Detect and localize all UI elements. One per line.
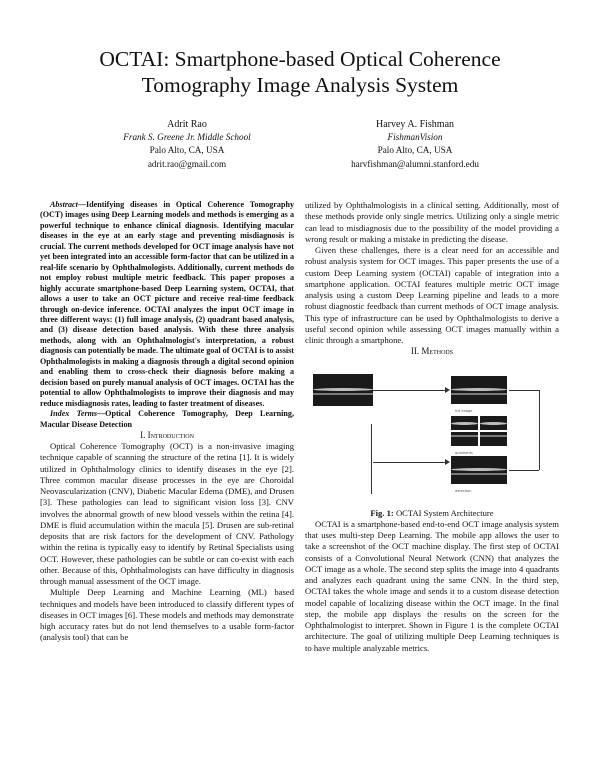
oct-full-image: [451, 376, 507, 404]
oct-detection-image: [451, 456, 507, 484]
abstract-text: —Identifying diseases in Optical Coherence Tomography (OCT) images using Deep Learning models and methods is emerging as a powerful technique to enhance clinical diagnosis. Identifying macular diseases in the eye at an early stage and preventing misdiagnosis is crucial. The current methods developed for OCT image analysis have not yet been integrated into an accessible form-factor that can be utilized in a real-life scenario by Ophthalmologists. Additionally, current methods do not employ robust multiple metric feedback. This paper proposes a highly accurate smartphone-based Deep Learning system, OCTAI, that allows a user to take an OCT picture and receive real-time feedback through on-device inference. OCTAI analyzes the input OCT image in three different ways: (1) full image analysis, (2) quadrant based analysis, and (3) disease detection based analysis. With these three analysis methods, along with an Ophthalmologist's interpretation, a robust diagnosis can potentially be made. The ultimate goal of OCTAI is to assist Ophthalmologists in making a diagnosis through a digital second opinion and enabling them to cross-check their diagnosis before making a decision based on purely manual analysis of OCT images. OCTAI has the potential to allow Ophthalmologists to improve their diagnosis and may reduce misdiagnosis rates, leading to faster treatment of diseases.: [40, 200, 294, 408]
connector-line: [509, 470, 539, 471]
author-name: Adrit Rao: [167, 119, 207, 130]
oct-quadrant-1: [451, 416, 478, 430]
author-block-1: [72, 118, 302, 171]
connector-line: [373, 390, 445, 391]
abstract-label: Abstract: [50, 200, 78, 209]
figure-caption: [305, 508, 559, 519]
figure-label: quadrants: [455, 450, 473, 455]
author-email: adrit.rao@gmail.com: [147, 158, 227, 169]
right-column: [305, 200, 559, 654]
index-terms-label: Index Terms: [50, 409, 98, 419]
author-affiliation: Frank S. Greene Jr. Middle School: [123, 132, 251, 143]
oct-quadrant-4: [480, 432, 507, 446]
author-email: harvfishman@alumni.stanford.edu: [351, 158, 479, 169]
oct-input-image: [313, 374, 373, 406]
abstract: [40, 200, 294, 430]
figure-architecture: [305, 364, 559, 504]
author-block-2: [300, 118, 530, 171]
body-paragraph: utilized by Ophthalmologists in a clinical setting. Additionally, most of these methods provide only single metrics. Utilizing only a single metric can lead to misdiagnosis due to the possibility of the model providing a wrong result or making a mistake in predicting the disease.: [305, 200, 559, 244]
title-line-1: OCTAI: Smartphone-based Optical Coherence: [99, 47, 501, 71]
body-paragraph: Given these challenges, there is a clear need for an accessible and robust analysis system for OCT images. This paper presents the use of a custom Deep Learning system (OCTAI) capable of integration into a smartphone application. OCTAI features multiple metric OCT image analysis using a custom Deep Learning pipeline and leads to a more robust diagnostic feedback than current methods of OCT image analysis. This type of infrastructure can be used by Ophthalmologists to derive a useful second opinion while assessing OCT images manually within a clinic through a smartphone.: [305, 245, 559, 345]
author-name: Harvey A. Fishman: [375, 119, 455, 130]
connector-line: [539, 390, 540, 470]
connector-line: [509, 390, 539, 391]
author-location: Palo Alto, CA, USA: [149, 145, 225, 156]
methods-paragraph: OCTAI is a smartphone-based end-to-end OCT image analysis system that uses multi-step Deep Learning. The mobile app allows the user to take a screenshot of the OCT machine display. The first step of OCTAI consists of a Convolutional Neural Network (CNN) that analyzes the OCT image as a whole. The second step splits the image into 4 quadrants and analyzes each quadrant using the same CNN. In the third step, OCTAI takes the whole image and sends it to a custom disease detection model capable of localizing disease within the OCT image. In the final step, the mobile app displays the results on the screen for the Ophthalmologist to interpret. Shown in Figure 1 is the complete OCTAI architecture. The goal of utilizing multiple Deep Learning techniques is to have multiple analyzable metrics.: [305, 518, 559, 653]
author-affiliation: FishmanVision: [387, 132, 443, 143]
arrow-icon: [445, 459, 450, 465]
figure-label: full image: [455, 408, 473, 413]
section-heading-introduction: I. Introduction: [140, 429, 194, 440]
caption-text: OCTAI System Architecture: [393, 507, 494, 518]
caption-label: Fig. 1:: [370, 507, 394, 518]
paper-title: [40, 46, 560, 98]
author-location: Palo Alto, CA, USA: [377, 145, 453, 156]
intro-paragraph: Multiple Deep Learning and Machine Learning (ML) based techniques and models have been introduced to classify different types of diseases in OCT images [6]. These models and methods may demonstrate high accuracy rates but do not lend themselves to a usable form-factor (analysis tool) that can be: [40, 587, 294, 643]
figure-label: detection: [455, 488, 472, 493]
left-column: [40, 200, 294, 644]
arrow-icon: [445, 387, 450, 393]
connector-line: [371, 424, 372, 494]
connector-line: [373, 462, 445, 463]
intro-paragraph: Optical Coherence Tomography (OCT) is a non-invasive imaging technique capable of scanning the structure of the retina [1]. It is widely utilized in Ophthalmology clinics to identify diseases in the eye [2]. Three common macular disease processes in the eye are Choroidal Neovascularization (CNV), Diabetic Macular Edema (DME), and Drusen [3]. These pathologies can lead to significant vision loss [3]. CNV involves the abnormal growth of new blood vessels within the retina [4]. DME is fluid accumulation within the macula [5]. Drusen are sub-retinal deposits that are risk factors for the development of CNV. Pathology within the retina is typically easy to identify by Retinal Specialists using OCT. However, these pathologies can be subtle or can co-exist with each other. Because of this, Ophthalmologists can have difficulty in diagnosis through manual assessment of the OCT image.: [40, 441, 294, 587]
section-heading-methods: II. Methods: [410, 346, 454, 357]
index-terms-text: —Optical Coherence Tomography, Deep Learning, Macular Disease Detection: [40, 409, 295, 429]
title-line-2: Tomography Image Analysis System: [141, 73, 459, 97]
oct-quadrant-3: [451, 432, 478, 446]
oct-quadrant-2: [480, 416, 507, 430]
